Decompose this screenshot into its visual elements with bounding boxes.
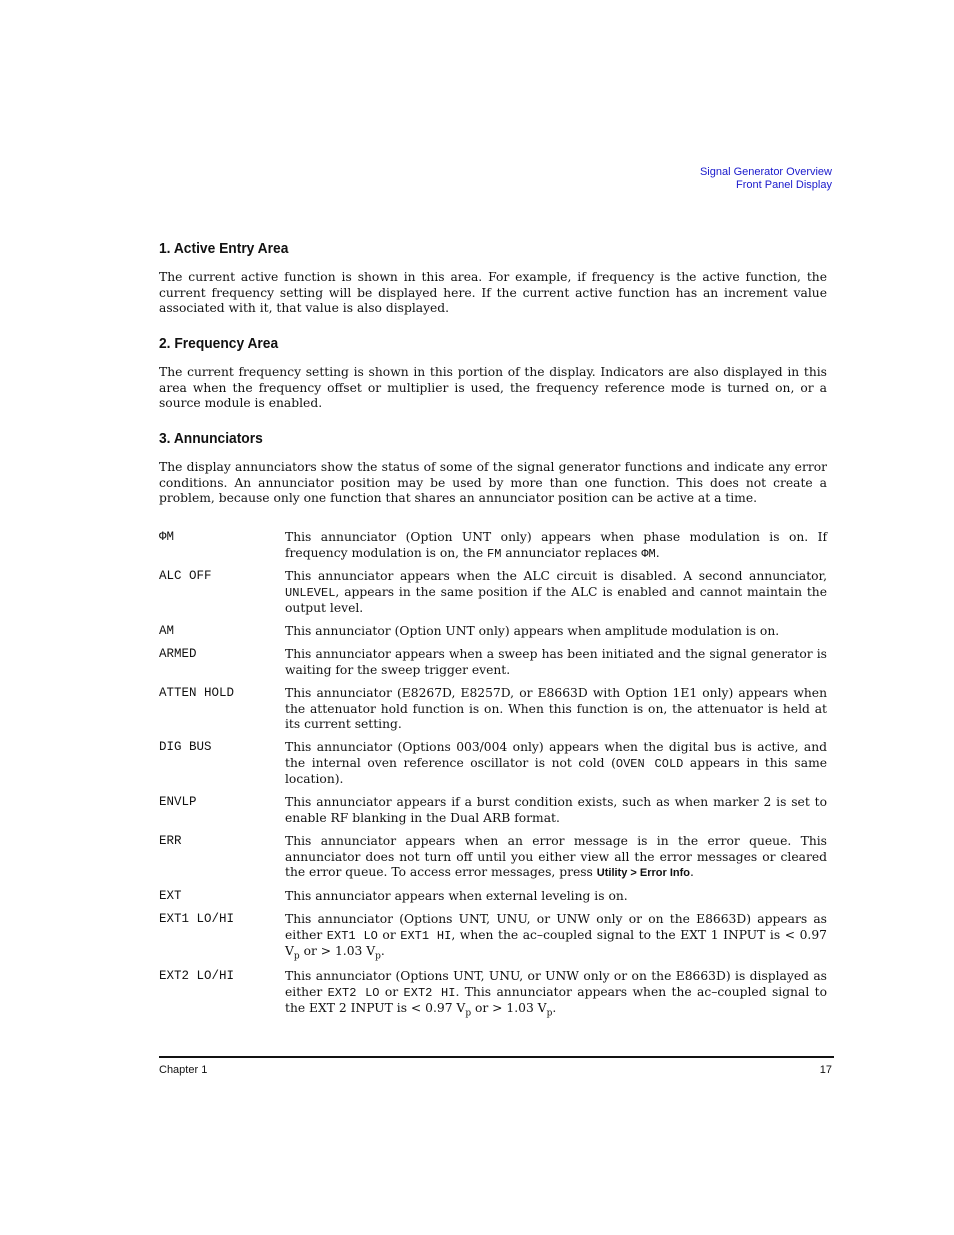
paragraph-annunciators: The display annunciators show the status of some of the signal generator functions and indicate any error conditions. An annunciator position may be used by more than one function. This does not create a problem, because only one function that shares an annunciator position can be active at a time. [159, 460, 827, 506]
header-section-title: Signal Generator Overview [699, 166, 832, 178]
annunciator-description: This annunciator appears when the ALC circuit is disabled. A second annunciator, UNLEVEL, appears in the same position if the ALC is enabled and cannot maintain the output level. [285, 569, 827, 616]
paragraph-frequency-area: The current frequency setting is shown in this portion of the display. Indicators are also displayed in this area when the frequency offset or multiplier is used, the frequency reference mode is turned on, or a source module is enabled. [159, 365, 827, 411]
heading-frequency-area: 2. Frequency Area [159, 335, 279, 352]
annunciator-term: ATTEN HOLD [159, 686, 235, 700]
annunciator-term: ΦM [159, 530, 175, 544]
softkey-path: Utility > Error Info [596, 867, 690, 880]
footer-page-number: 17 [819, 1064, 832, 1076]
footer-rule [159, 1056, 834, 1058]
footer-chapter: Chapter 1 [159, 1064, 208, 1076]
heading-annunciators: 3. Annunciators [159, 430, 263, 447]
annunciator-description: This annunciator (Options UNT, UNU, or UNW only or on the E8663D) appears as either EXT1 LO or EXT1 HI, when the ac–coupled signal to the EXT 1 INPUT is < 0.97 $V_p$ or > 1.03 $V_p$. [285, 912, 827, 962]
annunciator-term: EXT2 LO/HI [159, 969, 235, 983]
annunciator-term: AM [159, 624, 175, 638]
annunciator-description: This annunciator (E8267D, E8257D, or E8663D with Option 1E1 only) appears when the attenuator hold function is on. When this function is on, the attenuator is held at its current setting. [285, 686, 827, 732]
annunciator-term: ENVLP [159, 795, 197, 809]
header-subsection-title: Front Panel Display [736, 179, 832, 191]
annunciator-description: This annunciator appears when an error message is in the error queue. This annunciator does not turn off until you either view all the error messages or cleared the error queue. To access error messages, press Utility > Error Info. [285, 834, 827, 880]
annunciator-description: This annunciator (Options 003/004 only) appears when the digital bus is active, and the internal oven reference oscillator is not cold (OVEN COLD appears in this same location). [285, 740, 828, 787]
running-header [700, 166, 832, 192]
annunciator-term: EXT [159, 889, 182, 903]
annunciator-term: ALC OFF [159, 569, 212, 583]
annunciator-description: This annunciator (Option UNT only) appears when phase modulation is on. If frequency modulation is on, the FM annunciator replaces ΦM. [285, 530, 827, 561]
annunciator-description: This annunciator appears when external leveling is on. [285, 889, 628, 903]
annunciator-term: EXT1 LO/HI [159, 912, 235, 926]
annunciator-term: DIG BUS [159, 740, 212, 754]
annunciator-term: ARMED [159, 647, 197, 661]
annunciator-description: This annunciator (Options UNT, UNU, or UNW only or on the E8663D) is displayed as either EXT2 LO or EXT2 HI. This annunciator appears when the ac–coupled signal to the EXT 2 INPUT is < 0.97 $V_p$ or > 1.03 $V_p$. [285, 969, 827, 1019]
annunciator-description: This annunciator appears if a burst condition exists, such as when marker 2 is set to enable RF blanking in the Dual ARB format. [285, 795, 827, 825]
annunciator-term: ERR [159, 834, 182, 848]
heading-active-entry-area: 1. Active Entry Area [159, 240, 289, 257]
paragraph-active-entry-area: The current active function is shown in this area. For example, if frequency is the active function, the current frequency setting will be displayed here. If the current active function has an increment value associated with it, that value is also displayed. [159, 270, 827, 316]
annunciator-description: This annunciator (Option UNT only) appears when amplitude modulation is on. [285, 624, 780, 638]
annunciator-description: This annunciator appears when a sweep has been initiated and the signal generator is waiting for the sweep trigger event. [285, 647, 827, 677]
